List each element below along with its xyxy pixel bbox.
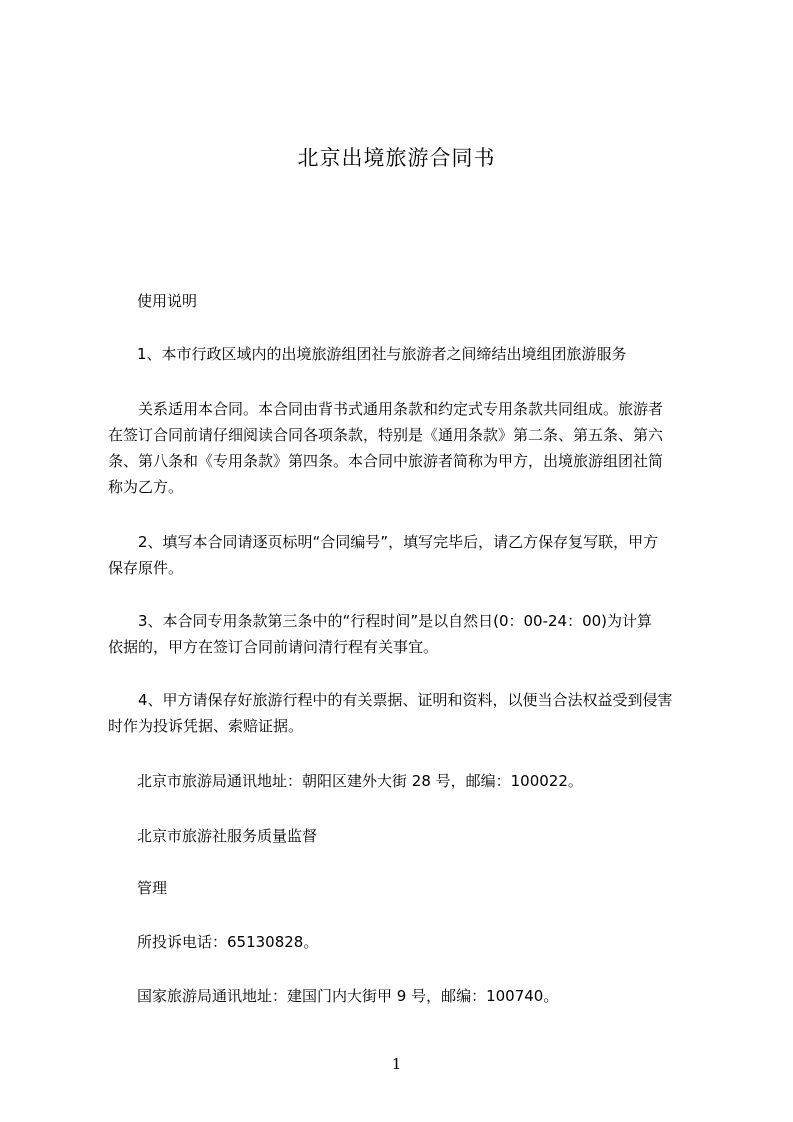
beijing-bureau-address: 北京市旅游局通讯地址：朝阳区建外大街 28 号，邮编：100022。 bbox=[137, 772, 583, 790]
item-1-continuation bbox=[108, 396, 663, 500]
page-number: 1 bbox=[391, 1055, 402, 1073]
item-2-line-2: 保存原件。 bbox=[108, 559, 184, 577]
beijing-supervision-line-1: 北京市旅游社服务质量监督 bbox=[137, 827, 318, 845]
item-3-line-1: 3、本合同专用条款第三条中的“行程时间”是以自然日(0：00-24：00)为计算 bbox=[138, 612, 653, 630]
item-3-line-2: 依据的，甲方在签订合同前请问清行程有关事宜。 bbox=[108, 638, 439, 656]
item-2-line-1: 2、填写本合同请逐页标明“合同编号”，填写完毕后，请乙方保存复写联，甲方 bbox=[138, 533, 659, 551]
item-1-line-4: 条、第八条和《专用条款》第四条。本合同中旅游者简称为甲方，出境旅游组团社简 bbox=[108, 452, 664, 470]
item-1-line-2: 关系适用本合同。本合同由背书式通用条款和约定式专用条款共同组成。旅游者 bbox=[138, 400, 664, 418]
item-4-line-1: 4、甲方请保存好旅游行程中的有关票据、证明和资料，以便当合法权益受到侵害 bbox=[138, 691, 673, 709]
item-3 bbox=[108, 608, 652, 660]
beijing-supervision-line-2: 管理 bbox=[137, 879, 168, 897]
document-title: 北京出境旅游合同书 bbox=[297, 146, 496, 170]
item-1-line-5: 称为乙方。 bbox=[108, 478, 184, 496]
usage-heading: 使用说明 bbox=[137, 292, 198, 310]
item-1-first-line: 1、本市行政区域内的出境旅游组团社与旅游者之间缔结出境组团旅游服务 bbox=[137, 345, 627, 363]
item-1-line-3: 在签订合同前请仔细阅读合同各项条款，特别是《通用条款》第二条、第五条、第六 bbox=[108, 426, 664, 444]
item-4 bbox=[108, 687, 673, 739]
national-bureau-address: 国家旅游局通讯地址：建国门内大街甲 9 号，邮编：100740。 bbox=[137, 987, 559, 1005]
complaint-phone: 所投诉电话：65130828。 bbox=[137, 933, 319, 951]
item-4-line-2: 时作为投诉凭据、索赔证据。 bbox=[108, 717, 304, 735]
item-2 bbox=[108, 529, 658, 581]
